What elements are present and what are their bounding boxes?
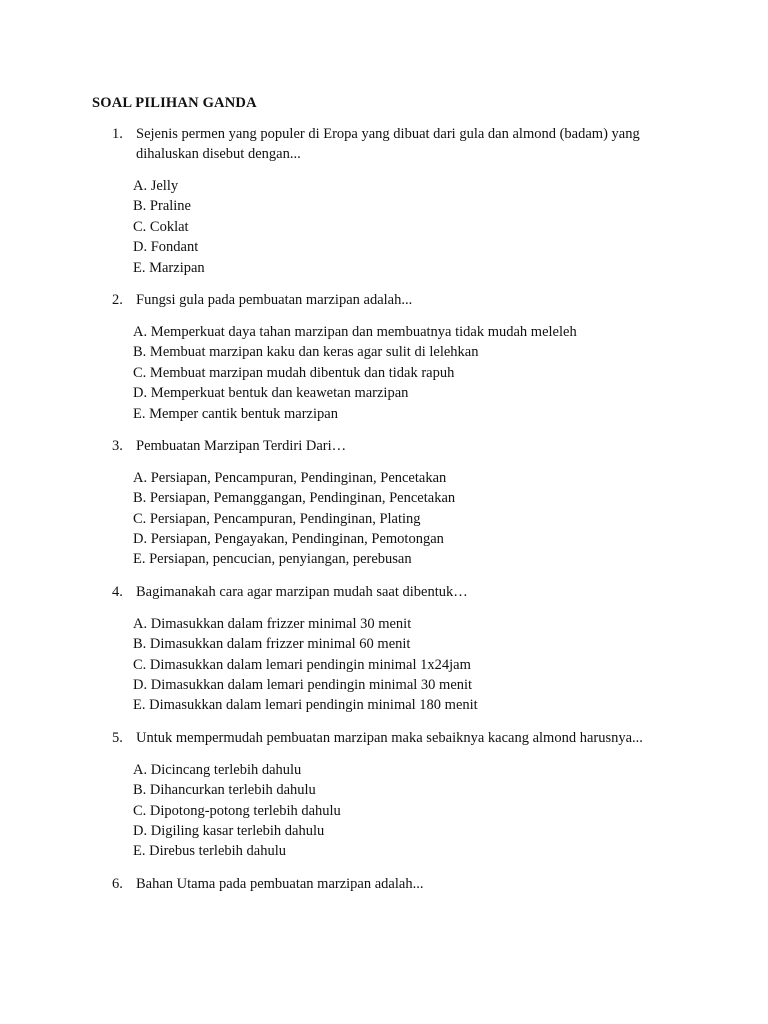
option-list xyxy=(0,468,768,570)
question-number: 6. xyxy=(112,875,123,892)
question-number: 2. xyxy=(112,291,123,308)
answer-option: B. Dihancurkan terlebih dahulu xyxy=(133,782,316,799)
answer-option: A. Memperkuat daya tahan marzipan dan membuatnya tidak mudah meleleh xyxy=(133,323,577,340)
option-list xyxy=(0,760,768,862)
answer-option: C. Dimasukkan dalam lemari pendingin minimal 1x24jam xyxy=(133,656,471,673)
answer-option: E. Dimasukkan dalam lemari pendingin minimal 180 menit xyxy=(133,697,478,714)
page-title: SOAL PILIHAN GANDA xyxy=(92,95,257,111)
answer-option: D. Persiapan, Pengayakan, Pendinginan, Pemotongan xyxy=(133,531,444,548)
answer-option: E. Memper cantik bentuk marzipan xyxy=(133,405,338,422)
answer-option: C. Persiapan, Pencampuran, Pendinginan, Plating xyxy=(133,510,421,527)
question-text: Pembuatan Marzipan Terdiri Dari… xyxy=(136,437,347,454)
question-text: Untuk mempermudah pembuatan marzipan maka sebaiknya kacang almond harusnya... xyxy=(136,729,643,746)
question-header xyxy=(0,124,768,164)
answer-option: C. Dipotong-potong terlebih dahulu xyxy=(133,802,341,819)
option-list xyxy=(0,614,768,716)
answer-option: B. Persiapan, Pemanggangan, Pendinginan, Pencetakan xyxy=(133,490,456,507)
answer-option: B. Dimasukkan dalam frizzer minimal 60 menit xyxy=(133,636,411,653)
question-number: 4. xyxy=(112,583,123,600)
answer-option: D. Dimasukkan dalam lemari pendingin minimal 30 menit xyxy=(133,677,473,694)
answer-option: C. Coklat xyxy=(133,218,189,235)
question-header xyxy=(0,728,768,748)
question-number: 3. xyxy=(112,437,123,454)
answer-option: E. Persiapan, pencucian, penyiangan, perebusan xyxy=(133,551,412,568)
question-5 xyxy=(0,728,768,862)
question-header xyxy=(0,874,768,894)
answer-option: A. Persiapan, Pencampuran, Pendinginan, Pencetakan xyxy=(133,469,447,486)
question-text: Fungsi gula pada pembuatan marzipan adalah... xyxy=(136,291,413,308)
answer-option: E. Direbus terlebih dahulu xyxy=(133,843,287,860)
question-number: 5. xyxy=(112,729,123,746)
answer-option: D. Memperkuat bentuk dan keawetan marzipan xyxy=(133,385,409,402)
question-number: 1. xyxy=(112,126,123,142)
option-list xyxy=(0,322,768,424)
question-2 xyxy=(0,290,768,424)
answer-option: A. Dimasukkan dalam frizzer minimal 30 menit xyxy=(133,615,412,632)
answer-option: A. Dicincang terlebih dahulu xyxy=(133,761,302,778)
question-3 xyxy=(0,436,768,570)
answer-option: E. Marzipan xyxy=(133,259,205,276)
question-header xyxy=(0,290,768,310)
question-text: Bahan Utama pada pembuatan marzipan adalah... xyxy=(136,875,424,892)
question-4 xyxy=(0,582,768,716)
question-text: Sejenis permen yang populer di Eropa yang dibuat dari gula dan almond (badam) yang dihaluskan disebut dengan... xyxy=(136,126,640,162)
answer-option: C. Membuat marzipan mudah dibentuk dan tidak rapuh xyxy=(133,364,455,381)
answer-option: D. Fondant xyxy=(133,239,199,256)
question-list xyxy=(0,124,768,906)
answer-option: B. Praline xyxy=(133,198,191,215)
question-text: Bagimanakah cara agar marzipan mudah saat dibentuk… xyxy=(136,583,468,600)
question-header xyxy=(0,436,768,456)
answer-option: D. Digiling kasar terlebih dahulu xyxy=(133,822,325,839)
answer-option: A. Jelly xyxy=(133,178,179,194)
question-header xyxy=(0,582,768,602)
question-6 xyxy=(0,874,768,894)
question-1 xyxy=(0,124,768,278)
option-list xyxy=(0,176,768,278)
answer-option: B. Membuat marzipan kaku dan keras agar sulit di lelehkan xyxy=(133,344,479,361)
